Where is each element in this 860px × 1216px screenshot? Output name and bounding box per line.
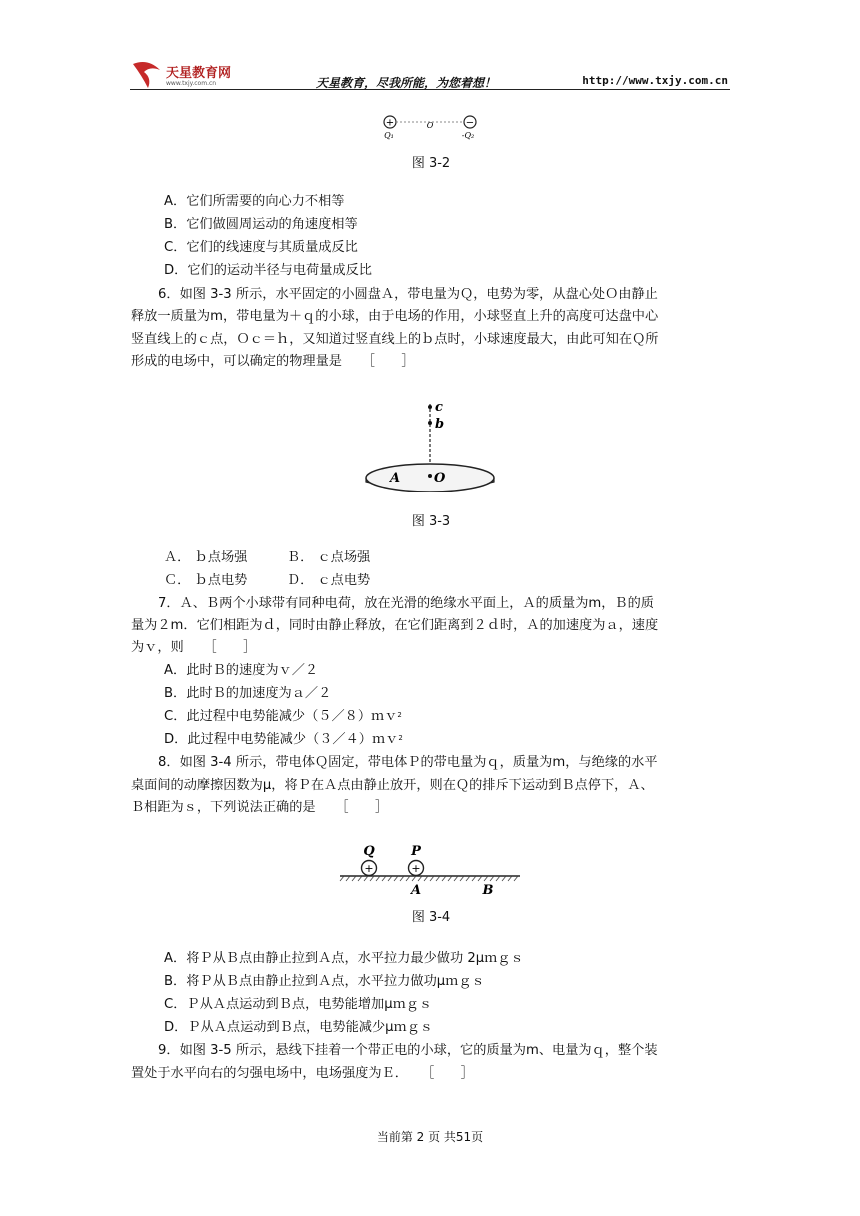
page-header <box>130 52 730 90</box>
q7-option-d <box>164 730 403 750</box>
figure-3-2 <box>380 112 480 144</box>
q8-option-a: A．将Ｐ从Ｂ点由静止拉到Ａ点，水平拉力最少做功 2μｍｇｓ <box>164 951 524 966</box>
q7-option-c-square: 2 <box>397 711 402 719</box>
q8-line-3: Ｂ相距为ｓ，下列说法正确的是 ［ ］ <box>131 800 389 815</box>
logo-text: 天星教育网 <box>166 66 232 81</box>
figure-3-3 <box>362 392 502 492</box>
q5-option-d: D．它们的运动半径与电荷量成反比 <box>164 263 372 278</box>
fig34-label-b: B <box>482 883 494 898</box>
logo <box>130 56 250 90</box>
q9-line-2: 置处于水平向右的匀强电场中，电场强度为Ｅ． ［ ］ <box>131 1066 474 1081</box>
q8-option-b: B．将Ｐ从Ｂ点由静止拉到Ａ点，水平拉力做功μｍｇｓ <box>164 974 485 989</box>
header-divider <box>130 89 730 90</box>
q8-option-d: D．Ｐ从Ａ点运动到Ｂ点，电势能减少μｍｇｓ <box>164 1020 434 1035</box>
q7-option-c <box>164 707 402 727</box>
q7-line-1: 7．Ａ、Ｂ两个小球带有同种电荷，放在光滑的绝缘水平面上，Ａ的质量为m，Ｂ的质 <box>158 596 654 611</box>
q7-line-3: 为ｖ，则 ［ ］ <box>131 640 257 655</box>
q9-line-1: 9．如图 3-5 所示，悬线下挂着一个带正电的小球，它的质量为m、电量为ｑ，整个装 <box>158 1043 658 1058</box>
fig34-label-p: P <box>411 844 421 859</box>
header-slogan: 天星教育，尽我所能，为您着想！ <box>316 76 497 90</box>
q7-option-d-square: 2 <box>398 734 403 742</box>
fig33-label-b: b <box>435 417 445 432</box>
fig34-label-q: Q <box>363 844 375 859</box>
q8-line-1: 8．如图 3-4 所示，带电体Ｑ固定，带电体Ｐ的带电量为ｑ，质量为m，与绝缘的水平 <box>158 755 658 770</box>
caption-fig-3-4: 图 3-4 <box>411 910 451 925</box>
q6-line-1: 6．如图 3-3 所示，水平固定的小圆盘Ａ，带电量为Ｑ，电势为零，从盘心处Ｏ由静止 <box>158 287 658 302</box>
logo-subtext: www.txjy.com.cn <box>166 80 217 87</box>
logo-swoosh-icon <box>130 56 166 90</box>
caption-fig-3-3: 图 3-3 <box>411 514 451 529</box>
q6-line-3: 竖直线上的ｃ点，Ｏｃ＝ｈ，又知道过竖直线上的ｂ点时，小球速度最大，由此可知在Ｑ所 <box>131 332 659 347</box>
q5-option-b: B．它们做圆周运动的角速度相等 <box>164 217 358 232</box>
q7-option-d-text: D．此过程中电势能减少（３／４）ｍｖ <box>164 732 399 747</box>
fig34-plus-p: + <box>411 862 421 875</box>
q5-option-a: A．它们所需要的向心力不相等 <box>164 194 345 209</box>
fig33-label-a: A <box>390 471 401 486</box>
q6-options-cd: Ｃ． ｂ点电势 Ｄ． ｃ点电势 <box>164 573 371 588</box>
fig34-label-a: A <box>410 883 422 898</box>
q7-option-c-text: C．此过程中电势能减少（５／８）ｍｖ <box>164 709 398 724</box>
fig32-label-o: O <box>426 121 434 130</box>
header-url[interactable]: http://www.txjy.com.cn <box>582 74 728 87</box>
fig33-point-c <box>428 405 432 409</box>
q6-line-4: 形成的电场中，可以确定的物理量是 ［ ］ <box>131 354 415 369</box>
fig32-minus-sign: − <box>465 117 475 129</box>
q6-options-ab: Ａ． ｂ点场强 Ｂ． ｃ点场强 <box>164 550 371 565</box>
q5-option-c: C．它们的线速度与其质量成反比 <box>164 240 358 255</box>
q7-option-a: A．此时Ｂ的速度为ｖ／２ <box>164 663 319 678</box>
fig33-point-b <box>428 421 432 425</box>
fig32-label-q1: Q₁ <box>384 131 394 140</box>
fig33-label-o: O <box>434 471 446 486</box>
fig34-plus-q: + <box>364 862 374 875</box>
fig33-point-o <box>428 474 432 478</box>
fig33-label-c: c <box>435 400 443 415</box>
fig32-label-q2: -Q₂ <box>461 131 475 140</box>
caption-fig-3-2: 图 3-2 <box>411 156 451 171</box>
fig32-plus-sign: + <box>385 117 395 129</box>
q8-line-2: 桌面间的动摩擦因数为μ，将Ｐ在Ａ点由静止放开，则在Ｑ的排斥下运动到Ｂ点停下，Ａ、 <box>131 778 654 793</box>
page-footer: 当前第 2 页 共51页 <box>376 1130 484 1144</box>
q8-option-c: C．Ｐ从Ａ点运动到Ｂ点，电势能增加μｍｇｓ <box>164 997 433 1012</box>
q7-line-2: 量为２m．它们相距为ｄ，同时由静止释放，在它们距离到２ｄ时，Ａ的加速度为ａ，速度 <box>131 618 659 633</box>
figure-3-4 <box>336 840 526 900</box>
q6-line-2: 释放一质量为m，带电量为＋ｑ的小球，由于电场的作用，小球竖直上升的高度可达盘中心 <box>131 309 659 324</box>
q7-option-b: B．此时Ｂ的加速度为ａ／２ <box>164 686 332 701</box>
